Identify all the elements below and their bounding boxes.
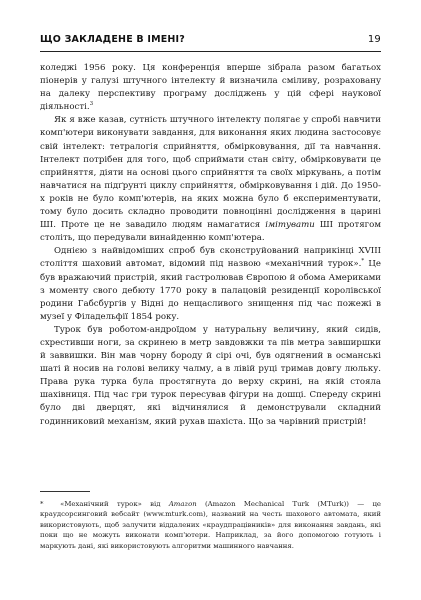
footnote-text: * «Механічний турок» від Amazon (Amazon Mechanical Turk (MTurk)) — це краудсорсинговий вебсайт (www.mturk.com), названий на честь шахового автомата, який використовують, щоб залучити віддалених «краудпрацівників» для виконання завдань, які поки що не можуть виконати комп'ютери. Наприклад, за його допомогою готують і маркують дані, які використовують алгоритми машинного навчання. [40, 500, 381, 550]
footnote-rule [40, 491, 90, 492]
running-header [40, 34, 381, 50]
paragraph-4: Турок був роботом-андроїдом у натуральну величину, який сидів, схрестивши ноги, за скринею в метр завдовжки та пів метра завширшки й заввишки. Він мав чорну бороду й сірі очі, був одягнений в османські шаті й носив на голові велику чалму, а в лівій руці тримав довгу люльку. Права рука турка була простягнута до верху скрині, на якій стояла шахівниця. Під час гри турок пересував фігури на дошці. Спереду скрині було дві дверцят, які відчинялися й демонстрували складний годинниковий механізм, який рухав шахіста. Що за чарівний пристрій! [40, 324, 381, 427]
footnote-marker: * [40, 500, 44, 508]
footnote-emphasis: Amazon [168, 500, 197, 508]
footnote-ref[interactable]: * [361, 258, 365, 265]
header-rule [40, 51, 381, 52]
paragraph-2: Як я вже казав, сутність штучного інтелекту полягає у спробі навчити комп'ютери виконувати завдання, для виконання яких людина застосовує свій інтелект: тетралогія сприйняття, обмірковування, дії та навчання. Інтелект потрібен для того, щоб сприймати стан світу, обмірковувати це сприйняття, діяти на основі цього сприйняття та своїх міркувань, а потім навчатися на підґрунті циклу сприйняття, обмірковування і дій. До 1950-х років не було комп'ютерів, на яких можна було б експериментувати, тому було досить складно проводити повноцінні дослідження в царині ШІ. Проте це не завадило людям намагатися імітувати ШІ протягом століть, що передували винайденню комп'ютера. [40, 115, 381, 244]
endnote-ref[interactable]: 3 [89, 101, 94, 108]
body-text [40, 62, 381, 429]
page-number: 19 [367, 34, 381, 45]
paragraph-3: Однією з найвідоміших спроб був сконструйований наприкінці XVIII століття шаховий автомат, відомий під назвою «механічний турок».* Це був вражаючий пристрій, який гастролював Європою й обома Америками з моменту свого дебюту 1770 року в палацовій резиденції королівської родини Габсбургів у Відні до нещасливого знищення під час пожежі в музеї у Філадельфії 1854 року. [40, 246, 382, 322]
footnote [40, 499, 381, 551]
paragraph-1: коледжі 1956 року. Ця конференція вперше зібрала разом багатьох піонерів у галузі штучного інтелекту й визначила сміливу, розраховану на далеку перспективу програму досліджень у цій сфері наукової діяльності.$^3$ [40, 63, 381, 113]
chapter-title: ЩО ЗАКЛАДЕНЕ В ІМЕНІ? [40, 34, 186, 45]
emphasis-word: імітувати [265, 220, 315, 231]
